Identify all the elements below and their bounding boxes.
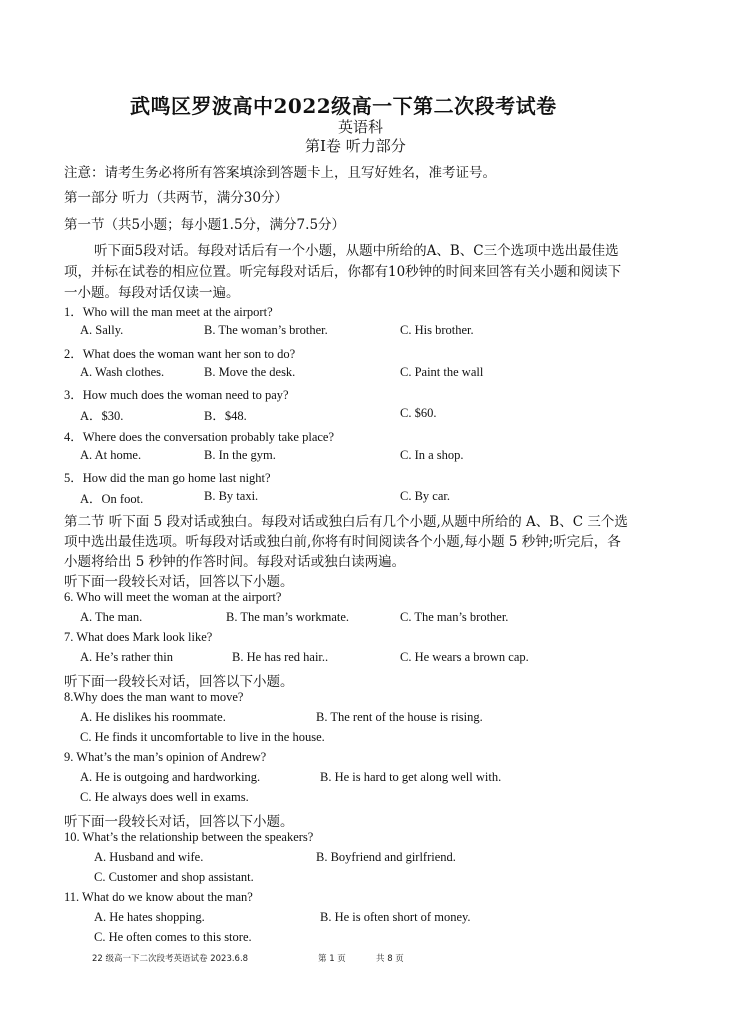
option-a: A. He dislikes his roommate. (80, 710, 226, 724)
question-stem: 5．How did the man go home last night? (64, 471, 271, 485)
option-c: C. Customer and shop assistant. (94, 870, 254, 884)
option-a: A. Wash clothes. (80, 365, 165, 379)
option-c: C. The man’s brother. (400, 610, 509, 624)
listen-instruction: 听下面一段较长对话，回答以下小题。 (64, 814, 294, 830)
option-b: B. In the gym. (204, 448, 276, 462)
instruction-line: 项，并标在试卷的相应位置。听完每段对话后，你都有10秒钟的时间来回答有关小题和阅读下 (64, 264, 622, 280)
notice-text: 注意：请考生务必将所有答案填涂到答题卡上，且写好姓名，准考证号。 (64, 165, 496, 181)
option-c: C. In a shop. (400, 448, 464, 462)
question-stem: 3．How much does the woman need to pay? (64, 388, 289, 402)
question-stem: 8.Why does the man want to move? (64, 690, 244, 704)
option-b: B. Move the desk. (204, 365, 296, 379)
option-a: A．On foot. (80, 492, 144, 506)
option-a: A．$30. (80, 409, 124, 423)
section2-line: 项中选出最佳选项。听每段对话或独白前,你将有时间阅读各个小题,每小题 5 秒钟;听完后，各 (64, 534, 621, 550)
question-stem: 2．What does the woman want her son to do? (64, 347, 296, 361)
question-stem: 6. Who will meet the woman at the airport? (64, 590, 282, 604)
volume-label: 第I卷 听力部分 (305, 137, 406, 155)
option-a: A. He is outgoing and hardworking. (80, 770, 261, 784)
option-b: B. He has red hair.. (232, 650, 329, 664)
option-c: C. He often comes to this store. (94, 930, 252, 944)
option-b: B. The man’s workmate. (226, 610, 350, 624)
footer-exam-info: 22 级高一下二次段考英语试卷 2023.6.8 (92, 954, 249, 964)
option-b: B. He is hard to get along well with. (320, 770, 502, 784)
option-b: B. The rent of the house is rising. (316, 710, 483, 724)
option-b: B. Boyfriend and girlfriend. (316, 850, 456, 864)
listen-instruction: 听下面一段较长对话，回答以下小题。 (64, 674, 294, 690)
instruction-line: 一小题。每段对话仅读一遍。 (64, 285, 240, 301)
option-a: A. He’s rather thin (80, 650, 174, 664)
option-b: B．$48. (204, 409, 247, 423)
subject-label: 英语科 (338, 118, 384, 136)
part1-heading: 第一部分 听力（共两节，满分30分） (64, 190, 288, 206)
listen-instruction: 听下面一段较长对话，回答以下小题。 (64, 574, 294, 590)
option-c: C. His brother. (400, 323, 474, 337)
exam-title: 武鸣区罗波高中2022级高一下第二次段考试卷 (130, 94, 557, 118)
option-a: A. Sally. (80, 323, 124, 337)
footer-page-total: 共 8 页 (376, 954, 404, 964)
section2-line: 小题将给出 5 秒钟的作答时间。每段对话或独白读两遍。 (64, 554, 406, 570)
option-c: C. He wears a brown cap. (400, 650, 529, 664)
question-stem: 1．Who will the man meet at the airport? (64, 305, 273, 319)
option-a: A. He hates shopping. (94, 910, 205, 924)
option-c: C. Paint the wall (400, 365, 484, 379)
option-c: C. He always does well in exams. (80, 790, 249, 804)
instruction-line: 听下面5段对话。每段对话后有一个小题，从题中所给的A、B、C三个选项中选出最佳选 (94, 243, 619, 259)
option-b: B. The woman’s brother. (204, 323, 328, 337)
question-stem: 7. What does Mark look like? (64, 630, 213, 644)
section1-heading: 第一节（共5小题；每小题1.5分，满分7.5分） (64, 217, 346, 233)
footer-page-number: 第 1 页 (318, 954, 346, 964)
option-c: C. He finds it uncomfortable to live in the house. (80, 730, 325, 744)
option-a: A. Husband and wife. (94, 850, 204, 864)
question-stem: 4．Where does the conversation probably take place? (64, 430, 335, 444)
option-b: B. By taxi. (204, 489, 259, 503)
option-a: A. The man. (80, 610, 143, 624)
option-c: C. $60. (400, 406, 437, 420)
option-a: A. At home. (80, 448, 142, 462)
question-stem: 11. What do we know about the man? (64, 890, 253, 904)
option-c: C. By car. (400, 489, 450, 503)
question-stem: 9. What’s the man’s opinion of Andrew? (64, 750, 267, 764)
option-b: B. He is often short of money. (320, 910, 471, 924)
section2-line: 第二节 听下面 5 段对话或独白。每段对话或独白后有几个小题,从题中所给的 A、B、C 三个选 (64, 514, 628, 530)
question-stem: 10. What’s the relationship between the speakers? (64, 830, 314, 844)
